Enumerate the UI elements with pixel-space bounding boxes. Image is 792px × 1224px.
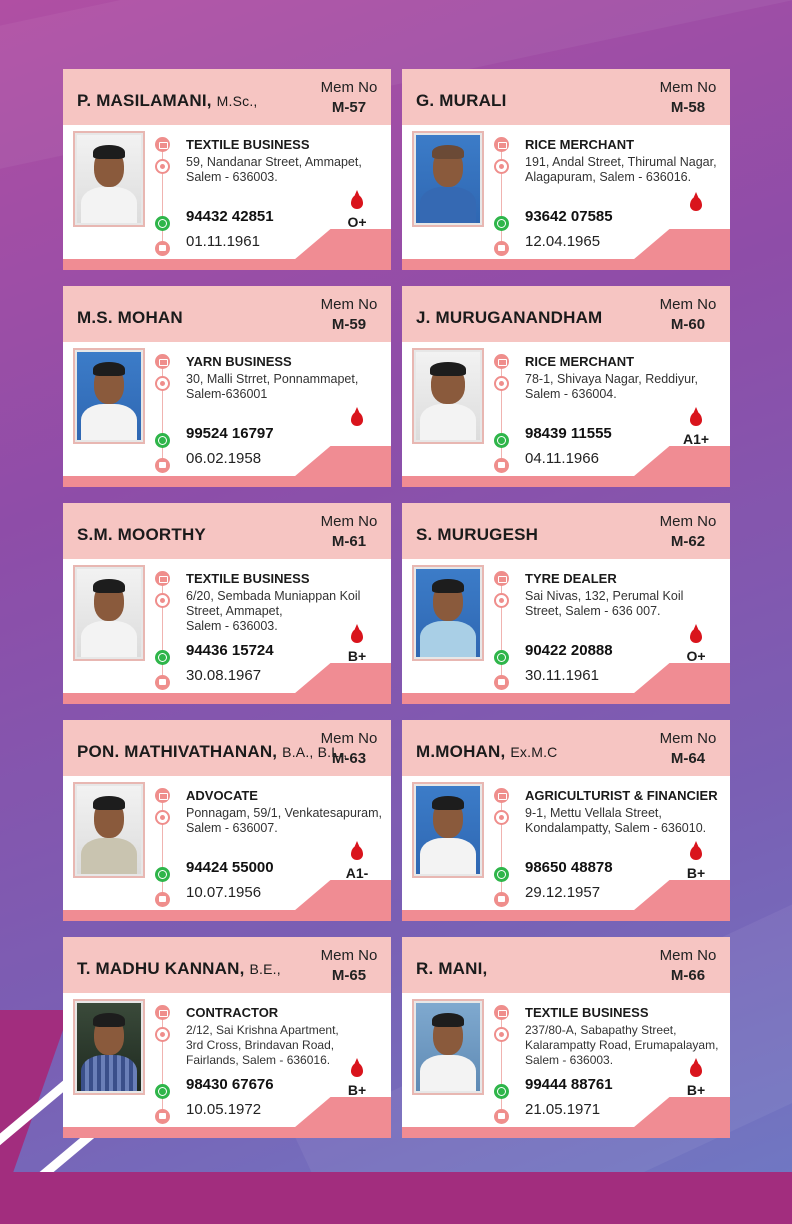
date-of-birth: 04.11.1966 (525, 450, 599, 467)
whatsapp-icon (155, 650, 170, 665)
business-type: ADVOCATE (186, 788, 258, 803)
member-card (402, 69, 730, 270)
whatsapp-icon (494, 1084, 509, 1099)
date-of-birth: 10.07.1956 (186, 884, 262, 901)
blood-drop-icon (351, 629, 363, 643)
blood-group: O+ (686, 648, 706, 664)
whatsapp-icon (155, 433, 170, 448)
briefcase-icon (494, 354, 509, 369)
whatsapp-icon (155, 1084, 170, 1099)
member-photo (73, 348, 145, 444)
calendar-icon (155, 1109, 170, 1124)
member-name: S.M. MOORTHY (77, 525, 206, 544)
member-card (402, 503, 730, 704)
member-card (63, 937, 391, 1138)
blood-drop-icon (690, 846, 702, 860)
blood-group: B+ (347, 1082, 367, 1098)
member-name: J. MURUGANANDHAM (416, 308, 603, 327)
blood-drop-icon (351, 1063, 363, 1077)
blood-drop-icon (351, 412, 363, 426)
address: 59, Nandanar Street, Ammapet, Salem - 636003. (186, 155, 362, 184)
business-type: TYRE DEALER (525, 571, 617, 586)
whatsapp-icon (494, 650, 509, 665)
date-of-birth: 21.05.1971 (525, 1101, 601, 1118)
phone-number: 99444 88761 (525, 1076, 613, 1093)
member-card (402, 720, 730, 921)
member-card (63, 720, 391, 921)
calendar-icon (155, 241, 170, 256)
calendar-icon (494, 1109, 509, 1124)
address: 2/12, Sai Krishna Apartment, 3rd Cross, Brindavan Road, Fairlands, Salem - 636016. (186, 1023, 339, 1067)
membership-number: Mem No M-58 (659, 79, 717, 116)
member-photo (73, 999, 145, 1095)
address: 191, Andal Street, Thirumal Nagar, Alagapuram, Salem - 636016. (525, 155, 717, 184)
blood-group: B+ (686, 1082, 706, 1098)
membership-number: Mem No M-57 (320, 79, 378, 116)
member-card (402, 286, 730, 487)
business-type: CONTRACTOR (186, 1005, 279, 1020)
membership-number: Mem No M-65 (320, 947, 378, 984)
member-photo (73, 565, 145, 661)
date-of-birth: 30.08.1967 (186, 667, 262, 684)
location-pin-icon (155, 593, 170, 608)
briefcase-icon (155, 137, 170, 152)
whatsapp-icon (494, 433, 509, 448)
address: 6/20, Sembada Muniappan Koil Street, Ammapet, Salem - 636003. (186, 589, 361, 633)
member-photo (412, 565, 484, 661)
calendar-icon (494, 241, 509, 256)
whatsapp-icon (155, 216, 170, 231)
calendar-icon (494, 892, 509, 907)
phone-number: 94436 15724 (186, 642, 274, 659)
location-pin-icon (155, 159, 170, 174)
blood-group: O+ (347, 214, 367, 230)
member-name: P. MASILAMANI, M.Sc., (77, 91, 258, 110)
briefcase-icon (494, 788, 509, 803)
address: 78-1, Shivaya Nagar, Reddiyur, Salem - 636004. (525, 372, 699, 401)
phone-number: 94432 42851 (186, 208, 274, 225)
member-name: S. MURUGESH (416, 525, 539, 544)
member-name: M.MOHAN, Ex.M.C (416, 742, 558, 761)
member-name: PON. MATHIVATHANAN, B.A., B.L., (77, 742, 348, 761)
membership-number: Mem No M-60 (659, 296, 717, 333)
membership-number: Mem No M-64 (659, 730, 717, 767)
business-type: TEXTILE BUSINESS (186, 137, 310, 152)
calendar-icon (494, 458, 509, 473)
member-name: R. MANI, (416, 959, 488, 978)
phone-number: 98439 11555 (525, 425, 612, 442)
address: 9-1, Mettu Vellala Street, Kondalampatty, Salem - 636010. (525, 806, 707, 835)
calendar-icon (155, 458, 170, 473)
blood-group: B+ (686, 865, 706, 881)
business-type: RICE MERCHANT (525, 354, 635, 369)
briefcase-icon (494, 571, 509, 586)
business-type: RICE MERCHANT (525, 137, 635, 152)
briefcase-icon (494, 1005, 509, 1020)
blood-group: A1+ (682, 431, 710, 447)
date-of-birth: 06.02.1958 (186, 450, 262, 467)
member-card (63, 503, 391, 704)
blood-group: B+ (347, 648, 367, 664)
address: 237/80-A, Sabapathy Street, Kalarampatty Road, Erumapalayam, Salem - 636003. (525, 1023, 719, 1067)
date-of-birth: 30.11.1961 (525, 667, 599, 684)
briefcase-icon (155, 1005, 170, 1020)
member-photo (412, 131, 484, 227)
bottom-band (0, 1172, 792, 1224)
blood-drop-icon (690, 412, 702, 426)
phone-number: 90422 20888 (525, 642, 613, 659)
address: Sai Nivas, 132, Perumal Koil Street, Salem - 636 007. (525, 589, 684, 618)
whatsapp-icon (494, 867, 509, 882)
blood-drop-icon (351, 195, 363, 209)
blood-group: A1- (345, 865, 369, 881)
blood-drop-icon (351, 846, 363, 860)
date-of-birth: 29.12.1957 (525, 884, 601, 901)
whatsapp-icon (494, 216, 509, 231)
phone-number: 98430 67676 (186, 1076, 274, 1093)
briefcase-icon (155, 354, 170, 369)
location-pin-icon (494, 593, 509, 608)
member-photo (73, 782, 145, 878)
location-pin-icon (155, 1027, 170, 1042)
date-of-birth: 10.05.1972 (186, 1101, 262, 1118)
calendar-icon (155, 675, 170, 690)
briefcase-icon (494, 137, 509, 152)
member-photo (412, 348, 484, 444)
location-pin-icon (494, 1027, 509, 1042)
location-pin-icon (155, 810, 170, 825)
membership-number: Mem No M-62 (659, 513, 717, 550)
member-card (63, 69, 391, 270)
member-card (402, 937, 730, 1138)
location-pin-icon (494, 376, 509, 391)
phone-number: 98650 48878 (525, 859, 613, 876)
calendar-icon (155, 892, 170, 907)
date-of-birth: 12.04.1965 (525, 233, 601, 250)
blood-drop-icon (690, 197, 702, 211)
business-type: TEXTILE BUSINESS (186, 571, 310, 586)
blood-drop-icon (690, 1063, 702, 1077)
calendar-icon (494, 675, 509, 690)
briefcase-icon (155, 788, 170, 803)
member-photo (412, 999, 484, 1095)
member-name: G. MURALI (416, 91, 507, 110)
membership-number: Mem No M-59 (320, 296, 378, 333)
business-type: AGRICULTURIST & FINANCIER (525, 788, 718, 803)
membership-number: Mem No M-61 (320, 513, 378, 550)
phone-number: 93642 07585 (525, 208, 613, 225)
blood-drop-icon (690, 629, 702, 643)
member-photo (412, 782, 484, 878)
whatsapp-icon (155, 867, 170, 882)
membership-number: Mem No M-66 (659, 947, 717, 984)
date-of-birth: 01.11.1961 (186, 233, 260, 250)
membership-number: Mem No M-63 (320, 730, 378, 767)
location-pin-icon (494, 810, 509, 825)
member-card (63, 286, 391, 487)
location-pin-icon (155, 376, 170, 391)
briefcase-icon (155, 571, 170, 586)
location-pin-icon (494, 159, 509, 174)
business-type: TEXTILE BUSINESS (525, 1005, 649, 1020)
phone-number: 99524 16797 (186, 425, 274, 442)
member-name: T. MADHU KANNAN, B.E., (77, 959, 281, 978)
member-name: M.S. MOHAN (77, 308, 183, 327)
business-type: YARN BUSINESS (186, 354, 292, 369)
member-photo (73, 131, 145, 227)
address: 30, Malli Strret, Ponnammapet, Salem-636001 (186, 372, 359, 401)
address: Ponnagam, 59/1, Venkatesapuram, Salem - 636007. (186, 806, 382, 835)
phone-number: 94424 55000 (186, 859, 274, 876)
